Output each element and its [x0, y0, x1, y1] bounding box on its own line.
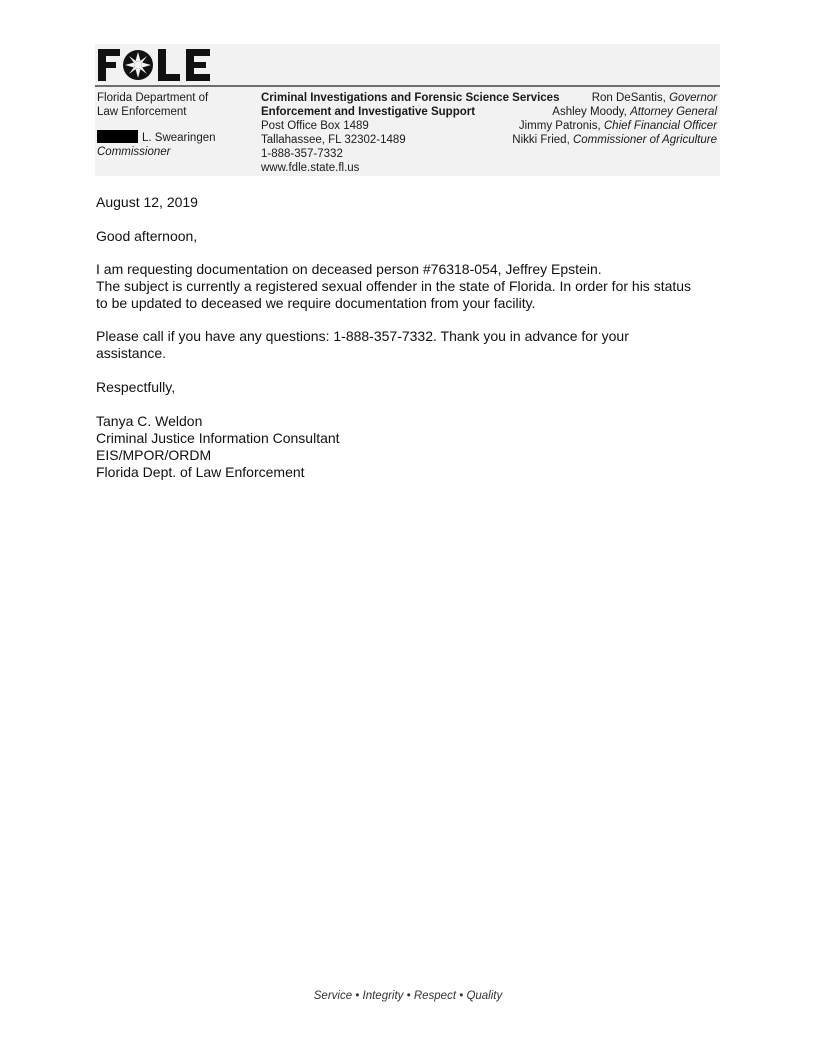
official-name: Ron DeSantis,: [591, 92, 666, 104]
agency-line-2: Law Enforcement: [97, 106, 187, 118]
letterhead: [95, 44, 720, 176]
signature-block: [96, 413, 736, 481]
redaction-bar: [97, 130, 138, 143]
address-line-1: Post Office Box 1489: [261, 120, 369, 132]
letterhead-rule: [95, 85, 720, 87]
official-row: [487, 91, 717, 105]
signer-unit: EIS/MPOR/ORDM: [96, 447, 212, 463]
official-row: [487, 133, 717, 147]
officials-block: [487, 91, 717, 147]
paragraph-line: to be updated to deceased we require documentation from your facility.: [96, 295, 536, 311]
letter-date: August 12, 2019: [96, 194, 198, 210]
paragraph-line: assistance.: [96, 345, 167, 361]
phone: 1-888-357-7332: [261, 148, 343, 160]
signer-title: Criminal Justice Information Consultant: [96, 430, 340, 446]
letter-paragraph-1: [96, 261, 736, 312]
commissioner-block: [97, 130, 247, 159]
letter-closing: Respectfully,: [96, 379, 176, 395]
paragraph-line: I am requesting documentation on deceased person #76318-054, Jeffrey Epstein.: [96, 261, 602, 277]
division-line-1: Criminal Investigations and Forensic Science Services: [261, 92, 560, 104]
official-title: Commissioner of Agriculture: [572, 134, 717, 146]
official-name: Nikki Fried,: [512, 134, 570, 146]
signer-name: Tanya C. Weldon: [96, 413, 203, 429]
letter-paragraph-2: [96, 328, 736, 362]
commissioner-title: Commissioner: [97, 146, 171, 158]
address-line-2: Tallahassee, FL 32302-1489: [261, 134, 406, 146]
paragraph-line: Please call if you have any questions: 1-888-357-7332. Thank you in advance for your: [96, 328, 629, 344]
division-line-2: Enforcement and Investigative Support: [261, 106, 476, 118]
official-title: Governor: [669, 92, 717, 104]
official-name: Ashley Moody,: [552, 106, 627, 118]
official-title: Attorney General: [630, 106, 717, 118]
signer-agency: Florida Dept. of Law Enforcement: [96, 464, 305, 480]
official-name: Jimmy Patronis,: [518, 120, 601, 132]
website: www.fdle.state.fl.us: [261, 162, 360, 174]
agency-name: [97, 91, 247, 119]
letter-greeting: Good afternoon,: [96, 228, 198, 244]
agency-line-1: Florida Department of: [97, 92, 209, 104]
official-title: Chief Financial Officer: [603, 120, 717, 132]
footer-motto: Service • Integrity • Respect • Quality: [313, 990, 503, 1002]
official-row: [487, 105, 717, 119]
official-row: [487, 119, 717, 133]
fdle-logo: [98, 47, 218, 87]
paragraph-line: The subject is currently a registered sexual offender in the state of Florida. In order for his status: [96, 278, 692, 294]
commissioner-name: L. Swearingen: [142, 132, 216, 144]
